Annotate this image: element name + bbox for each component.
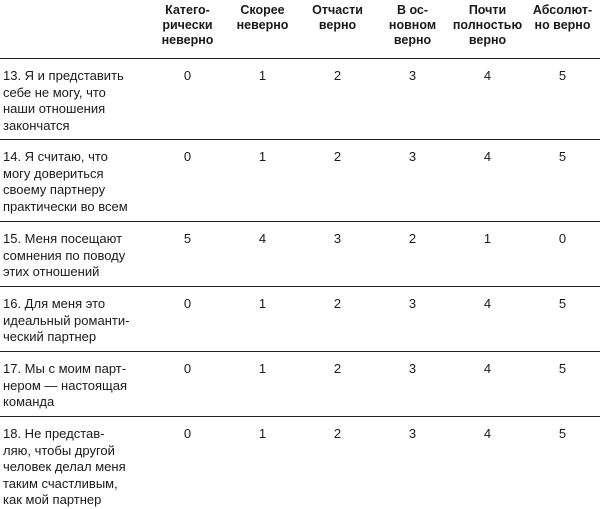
statement-cell	[0, 287, 150, 352]
statement-line: могу довериться	[3, 165, 104, 181]
score-cell: 2	[333, 426, 342, 441]
column-header-4	[450, 0, 525, 59]
header-line: В ос-	[396, 3, 429, 17]
statement-line: ческий партнер	[3, 329, 97, 344]
statement-line: своему партнеру	[3, 182, 106, 197]
score-cell: 2	[300, 59, 375, 140]
header-line: Почти	[468, 3, 507, 17]
statement-line: 14. Я считаю, что	[3, 149, 108, 164]
header-row	[0, 0, 600, 59]
table-row	[0, 287, 600, 352]
header-line: Катего-	[165, 3, 210, 17]
statement-line: этих отношений	[3, 264, 100, 279]
score-cell: 2	[300, 140, 375, 222]
statement-line: 16. Для меня это	[3, 296, 106, 311]
statement-line: таким счастливым,	[3, 475, 118, 491]
statement-line: идеальный романти-	[3, 312, 130, 328]
header-line: Отчасти	[312, 3, 363, 17]
score-cell: 1	[225, 140, 300, 222]
score-cell: 4	[483, 426, 492, 441]
score-cell: 1	[258, 426, 267, 441]
score-cell: 4	[225, 222, 300, 287]
score-cell: 5	[525, 140, 600, 222]
statement-line: 15. Меня посещают	[3, 231, 123, 246]
statement-line: закончатся	[3, 117, 70, 133]
statement-line: 18. Не представ-	[3, 426, 105, 441]
statement-line: наши отношения	[3, 101, 106, 116]
score-cell: 3	[375, 59, 450, 140]
score-cell: 5	[150, 222, 225, 287]
table-row	[0, 417, 600, 509]
header-line: неверно	[161, 33, 214, 47]
score-cell: 1	[450, 222, 525, 287]
score-cell: 1	[225, 287, 300, 352]
header-line: Скорее	[240, 3, 285, 17]
table-body	[0, 59, 600, 509]
score-cell: 0	[150, 287, 225, 352]
table-row	[0, 222, 600, 287]
score-cell: 3	[408, 426, 417, 441]
score-cell: 0	[150, 140, 225, 222]
score-cell: 0	[150, 352, 225, 417]
table-row	[0, 352, 600, 417]
score-cell: 2	[375, 222, 450, 287]
header-line: неверно	[236, 18, 289, 32]
statement-line: нером — настоящая	[3, 377, 127, 393]
column-header-3	[375, 0, 450, 59]
table-row	[0, 140, 600, 222]
table-header	[0, 0, 600, 59]
statement-line: себе не могу, что	[3, 84, 106, 100]
score-cell: 4	[450, 352, 525, 417]
statement-cell	[0, 222, 150, 287]
statement-cell	[0, 59, 150, 140]
score-cell: 4	[450, 140, 525, 222]
statement-line: человек делал меня	[3, 459, 126, 474]
statement-line: 17. Мы с моим парт-	[3, 361, 127, 376]
column-header-2	[300, 0, 375, 59]
column-header-1	[225, 0, 300, 59]
header-line: рически	[162, 18, 213, 32]
statement-line: как мой партнер	[3, 492, 102, 507]
statement-header	[0, 0, 150, 59]
score-cell: 5	[525, 352, 600, 417]
statement-line: практически во всем	[3, 198, 128, 214]
score-cell: 3	[300, 222, 375, 287]
score-cell: 3	[375, 352, 450, 417]
column-header-0	[150, 0, 225, 59]
score-cell: 4	[450, 287, 525, 352]
column-header-5	[525, 0, 600, 59]
statement-line: ляю, чтобы другой	[3, 442, 115, 458]
score-cell: 0	[525, 222, 600, 287]
header-line: Абсолют-	[532, 3, 593, 17]
score-cell: 5	[558, 426, 567, 441]
header-line: но верно	[534, 18, 591, 32]
header-line: новном	[388, 18, 437, 32]
score-cell: 2	[300, 352, 375, 417]
score-cell: 5	[525, 59, 600, 140]
score-cell: 3	[375, 287, 450, 352]
statement-cell	[0, 417, 150, 509]
header-line: верно	[393, 33, 432, 47]
score-cell: 2	[300, 287, 375, 352]
statement-line: 13. Я и представить	[3, 68, 124, 83]
score-cell: 5	[525, 287, 600, 352]
header-line: полностью	[452, 18, 523, 32]
score-cell: 1	[225, 352, 300, 417]
statement-cell	[0, 352, 150, 417]
statement-line: команда	[3, 394, 55, 409]
header-line: верно	[318, 18, 357, 32]
statement-line: сомнения по поводу	[3, 247, 126, 263]
score-cell: 0	[183, 426, 192, 441]
score-cell: 4	[450, 59, 525, 140]
table-row	[0, 59, 600, 140]
score-cell: 0	[150, 59, 225, 140]
score-cell: 1	[225, 59, 300, 140]
header-line: верно	[468, 33, 507, 47]
score-cell: 3	[375, 140, 450, 222]
statement-cell	[0, 140, 150, 222]
